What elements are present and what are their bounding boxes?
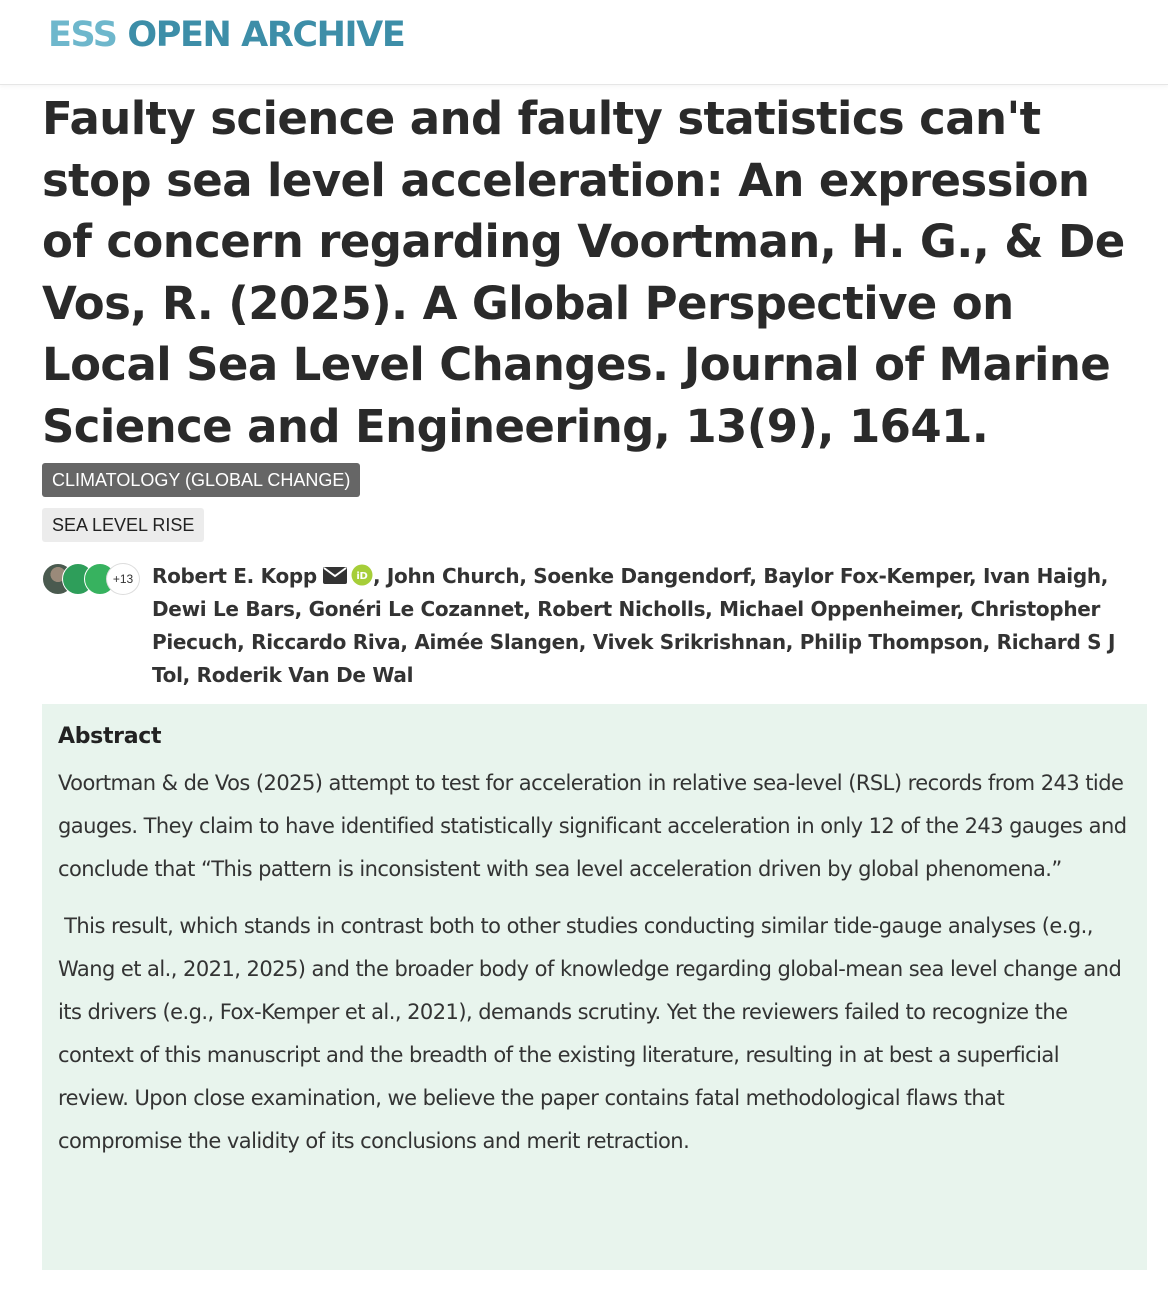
logo-open-archive: OPEN ARCHIVE [116,15,405,55]
orcid-icon[interactable] [351,564,373,586]
article-title: Faulty science and faulty statistics can't stop sea level acceleration: An expression of concern regarding Voortman, H. G., & De Vos, R. (2025). A Global Perspective on Local Sea Level Changes. Journal of Marine Science and Engineering, 13(9), 1641. [42,92,1125,453]
authors-text [152,560,1152,692]
co-authors: , John Church, Soenke Dangendorf, Baylor Fox-Kemper, Ivan Haigh, Dewi Le Bars, Gonéri Le Cozannet, Robert Nicholls, Michael Oppenheimer, Christopher Piecuch, Riccardo Riva, Aimée Slangen, Vivek Srikrishnan, Philip Thompson, Richard S J Tol, Roderik Van De Wal [152,564,1116,687]
mail-icon[interactable] [323,567,347,584]
ess-open-archive-logo[interactable] [48,13,404,57]
more-authors-count[interactable]: +13 [106,563,140,595]
keyword-tag-sea-level-rise[interactable]: SEA LEVEL RISE [42,508,204,542]
svg-text:iD: iD [356,571,368,582]
subject-tag-climatology[interactable]: CLIMATOLOGY (GLOBAL CHANGE) [42,463,360,497]
author-corresponding[interactable]: Robert E. Kopp [152,564,317,588]
abstract-paragraph-2: This result, which stands in contrast both to other studies conducting similar tide-gauge analyses (e.g., Wang et al., 2021, 2025) and the broader body of knowledge regarding global-mean sea level change and its drivers (e.g., Fox-Kemper et al., 2021), demands scrutiny. Yet the reviewers failed to recognize the context of this manuscript and the breadth of the existing literature, resulting in at best a superficial review. Upon close examination, we believe the paper contains fatal methodological flaws that compromise the validity of its conclusions and merit retraction. [58,914,1128,1153]
author-avatars[interactable] [42,563,146,595]
logo-ess: ESS [48,15,117,55]
abstract-section [42,704,1147,1270]
abstract-paragraph-1: Voortman & de Vos (2025) attempt to test for acceleration in relative sea-level (RSL) records from 243 tide gauges. They claim to have identified statistically significant acceleration in only 12 of the 243 gauges and conclude that “This pattern is inconsistent with sea level acceleration driven by global phenomena.” [58,771,1127,881]
abstract-heading: Abstract [58,724,162,749]
top-bar [0,0,1168,85]
